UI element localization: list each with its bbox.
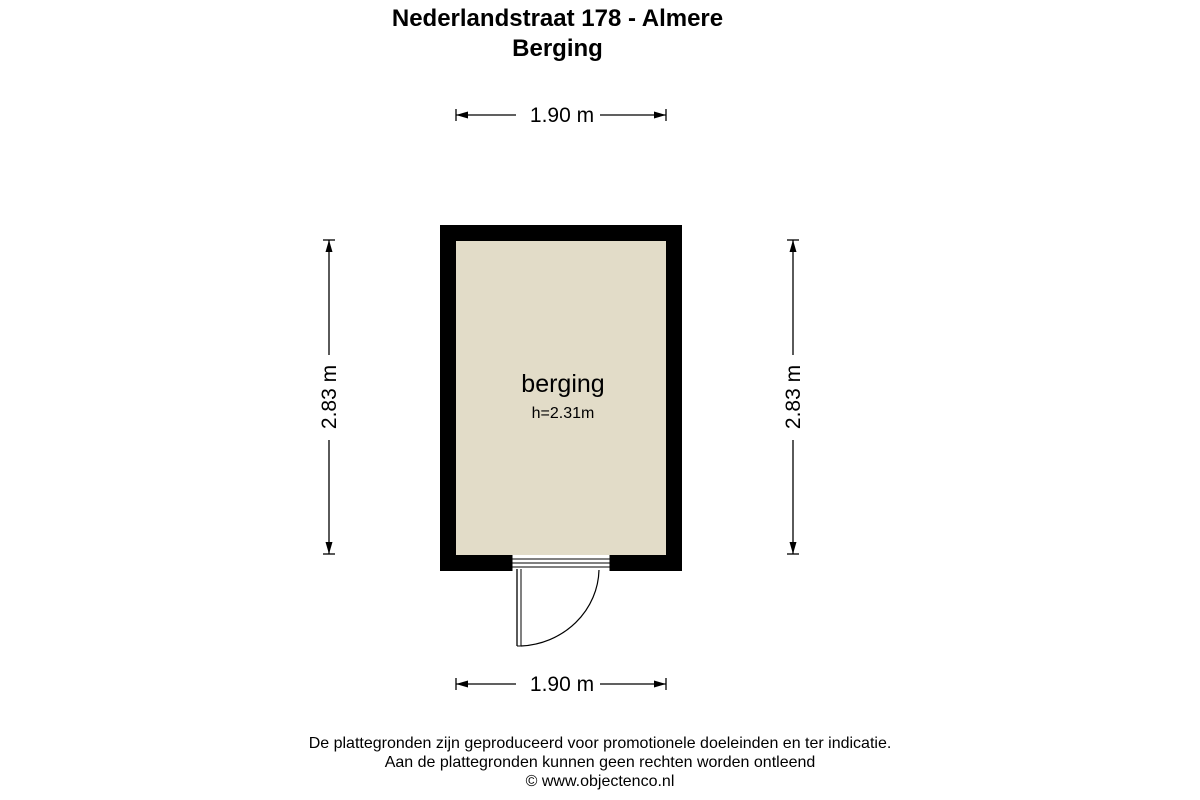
- dimension-right-label: 2.83 m: [782, 364, 805, 430]
- dimension-right: [782, 240, 805, 554]
- floor-title: Berging: [512, 35, 603, 62]
- dimension-top: [456, 104, 666, 127]
- disclaimer-line-2: Aan de plattegronden kunnen geen rechten worden ontleend: [384, 754, 816, 771]
- dimension-bottom: [456, 673, 666, 696]
- address-title: Nederlandstraat 178 - Almere: [391, 5, 724, 32]
- door-swing: [517, 569, 599, 646]
- copyright-line: © www.objectenco.nl: [525, 773, 675, 790]
- room-floor: [456, 241, 666, 555]
- room-height-label: h=2.31m: [531, 405, 595, 422]
- dimension-left: [318, 240, 341, 554]
- dimension-bottom-label: 1.90 m: [529, 673, 595, 696]
- dimension-left-label: 2.83 m: [318, 364, 341, 430]
- disclaimer-footer: [0, 734, 1200, 791]
- door-threshold: [512, 555, 610, 571]
- disclaimer-line-1: De plattegronden zijn geproduceerd voor promotionele doeleinden en ter indicatie.: [308, 735, 892, 752]
- room-name-label: berging: [521, 370, 605, 398]
- dimension-top-label: 1.90 m: [529, 104, 595, 127]
